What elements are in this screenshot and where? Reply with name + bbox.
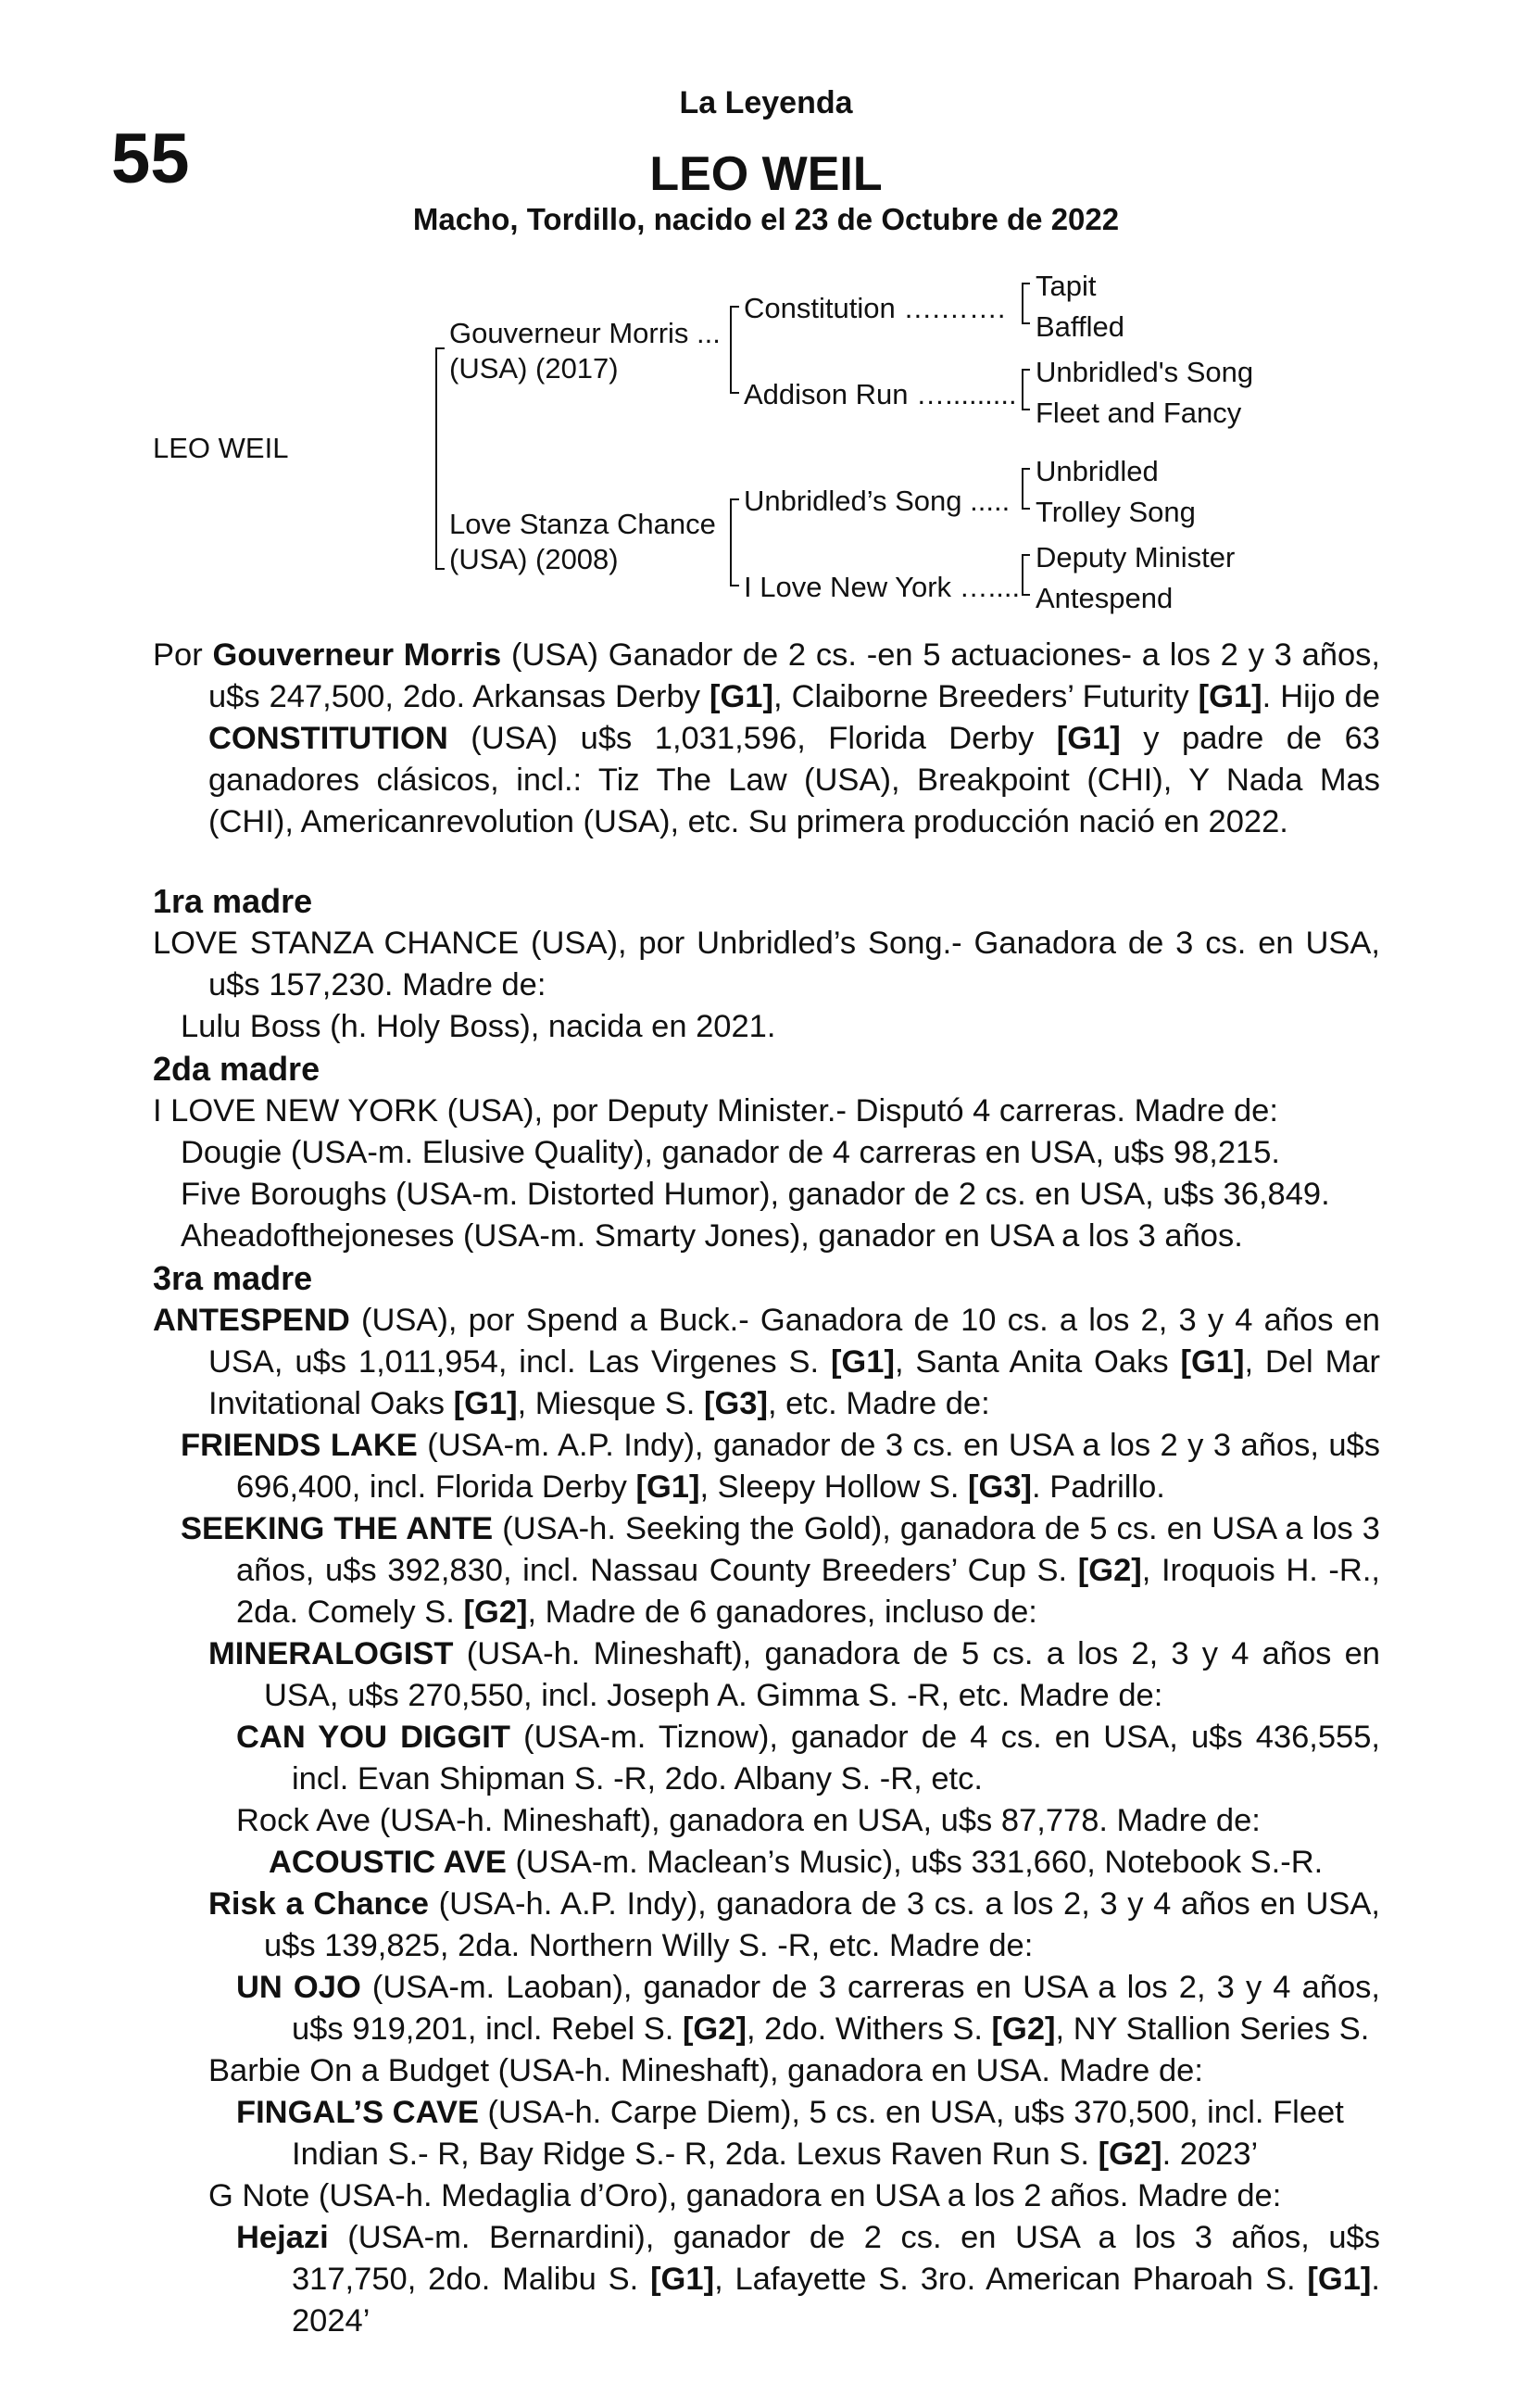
grade-badge: [G1] bbox=[830, 1344, 895, 1380]
pedigree-dds: Deputy Minister bbox=[1036, 541, 1236, 574]
bracket-line bbox=[1022, 468, 1023, 510]
produce-entry bbox=[153, 1425, 1380, 1508]
horse-name-bold: ACOUSTIC AVE bbox=[269, 1845, 507, 1880]
produce-entry bbox=[153, 1508, 1380, 1633]
bracket-line bbox=[730, 392, 739, 394]
first-dam-title: 1ra madre bbox=[153, 882, 313, 920]
pedigree-subject: LEO WEIL bbox=[153, 432, 289, 464]
horse-name-bold: UN OJO bbox=[236, 1970, 361, 2005]
entry-text: , Sleepy Hollow S. bbox=[699, 1469, 969, 1505]
horse-name-bold: FINGAL’S CAVE bbox=[236, 2095, 479, 2130]
produce-entry bbox=[153, 2092, 1380, 2175]
entry-text: , 2do. Withers S. bbox=[746, 2011, 992, 2047]
second-dam-line: I LOVE NEW YORK (USA), por Deputy Minister.- Disputó 4 carreras. Madre de: bbox=[153, 1093, 1278, 1128]
entry-text: , NY Stallion Series S. bbox=[1055, 2011, 1370, 2047]
produce-entry bbox=[153, 2217, 1380, 2342]
grade-badge: [G2] bbox=[1077, 1553, 1142, 1588]
lot-number: 55 bbox=[111, 120, 190, 198]
por-label: Por bbox=[153, 637, 203, 673]
entry-text: , etc. Madre de: bbox=[767, 1386, 990, 1421]
pedigree-sd: Addison Run …......... bbox=[744, 378, 1017, 410]
horse-description: Macho, Tordillo, nacido el 23 de Octubre de 2022 bbox=[412, 202, 1120, 236]
bracket-line bbox=[1022, 554, 1030, 556]
pedigree-dd: I Love New York ….... bbox=[744, 571, 1021, 603]
horse-name-bold: CAN YOU DIGGIT bbox=[236, 1720, 510, 1755]
produce-entry bbox=[153, 1967, 1380, 2050]
pedigree-dam: Love Stanza Chance bbox=[449, 508, 716, 540]
second-dam-produce: Dougie (USA-m. Elusive Quality), ganador de 4 carreras en USA, u$s 98,215. bbox=[181, 1135, 1280, 1170]
entry-text: , Miesque S. bbox=[517, 1386, 704, 1421]
grandsire-name: CONSTITUTION bbox=[208, 721, 448, 756]
grade-badge: [G1] bbox=[650, 2262, 715, 2297]
produce-entry: G Note (USA-h. Medaglia d’Oro), ganadora en USA a los 2 años. Madre de: bbox=[208, 2178, 1282, 2213]
entry-text: (USA-m. Maclean’s Music), u$s 331,660, Notebook S.-R. bbox=[506, 1845, 1324, 1880]
produce-entry: Barbie On a Budget (USA-h. Mineshaft), ganadora en USA. Madre de: bbox=[208, 2053, 1203, 2088]
grade-badge: [G1] bbox=[1198, 679, 1262, 714]
entry-text: , Del Mar Invitational Oaks bbox=[208, 1344, 1380, 1421]
horse-name-bold: MINERALOGIST bbox=[208, 1636, 454, 1671]
pedigree-sds: Unbridled's Song bbox=[1036, 356, 1254, 388]
bracket-line bbox=[730, 306, 732, 394]
second-dam-produce: Aheadofthejoneses (USA-m. Smarty Jones), ganador en USA a los 3 años. bbox=[181, 1218, 1243, 1254]
pedigree-ssd: Baffled bbox=[1036, 310, 1124, 343]
bracket-line bbox=[730, 498, 732, 586]
entry-text: (USA-m. Laoban), ganador de 3 carreras en USA a los 2, 3 y 4 años, u$s 919,201, incl. Rebel S. bbox=[292, 1970, 1380, 2047]
produce-entry bbox=[153, 1633, 1380, 1717]
grade-badge: [G2] bbox=[682, 2011, 747, 2047]
grade-badge: [G1] bbox=[1307, 2262, 1372, 2297]
entry-text: . 2023’ bbox=[1162, 2137, 1259, 2172]
produce-entry: Rock Ave (USA-h. Mineshaft), ganadora en USA, u$s 87,778. Madre de: bbox=[236, 1803, 1261, 1838]
third-dam-title: 3ra madre bbox=[153, 1259, 313, 1297]
horse-name-bold: Hejazi bbox=[236, 2220, 329, 2255]
sire-text: y padre de 63 ganadores clásicos, incl.: Tiz The Law (USA), Breakpoint (CHI), Y Nada Mas (CHI), Americanrevolution (USA), etc. Su primera producción nació en 2022. bbox=[208, 721, 1380, 839]
bracket-line bbox=[1022, 468, 1030, 470]
entry-text: (USA-m. Bernardini), ganador de 2 cs. en USA a los 3 años, u$s 317,750, 2do. Malibu S. bbox=[292, 2220, 1380, 2297]
consignor: La Leyenda bbox=[679, 85, 853, 120]
grade-badge: [G1] bbox=[1180, 1344, 1245, 1380]
catalog-body bbox=[153, 635, 1380, 2342]
produce-entry bbox=[153, 1884, 1380, 1967]
bracket-line bbox=[1022, 508, 1030, 510]
bracket-line bbox=[730, 585, 739, 586]
horse-name-bold: ANTESPEND bbox=[153, 1303, 350, 1338]
pedigree-chart bbox=[0, 259, 1532, 630]
produce-entry bbox=[153, 1717, 1380, 1800]
grade-badge: [G1] bbox=[1056, 721, 1121, 756]
entry-text: , Santa Anita Oaks bbox=[894, 1344, 1181, 1380]
bracket-line bbox=[1022, 594, 1030, 596]
entry-text: , Iroquois H. -R., 2da. Comely S. bbox=[236, 1553, 1381, 1630]
grade-badge: [G2] bbox=[463, 1595, 528, 1630]
pedigree-sire-info: (USA) (2017) bbox=[449, 352, 619, 385]
horse-name-bold: SEEKING THE ANTE bbox=[181, 1511, 494, 1546]
horse-name: LEO WEIL bbox=[649, 147, 883, 201]
pedigree-ds: Unbridled’s Song ..... bbox=[744, 485, 1011, 517]
bracket-line bbox=[1022, 554, 1023, 596]
pedigree-ss: Constitution ….……. bbox=[744, 292, 1006, 324]
bracket-line bbox=[1022, 369, 1023, 410]
pedigree-sss: Tapit bbox=[1036, 270, 1097, 302]
grade-badge: [G2] bbox=[991, 2011, 1056, 2047]
grade-badge: [G1] bbox=[709, 679, 773, 714]
sire-text: , Claiborne Breeders’ Futurity bbox=[772, 679, 1199, 714]
sire-name: Gouverneur Morris bbox=[212, 637, 502, 673]
entry-text: (USA-m. A.P. Indy), ganador de 3 cs. en USA a los 2 y 3 años, u$s 696,400, incl. Florida Derby bbox=[236, 1428, 1380, 1505]
second-dam-produce: Five Boroughs (USA-m. Distorted Humor), ganador de 2 cs. en USA, u$s 36,849. bbox=[181, 1177, 1330, 1212]
second-dam-title: 2da madre bbox=[153, 1050, 320, 1088]
bracket-line bbox=[1022, 369, 1030, 371]
bracket-line bbox=[730, 498, 739, 500]
pedigree-sire: Gouverneur Morris ... bbox=[449, 317, 721, 349]
entry-text: (USA-h. Seeking the Gold), ganadora de 5 cs. en USA a los 3 años, u$s 392,830, incl. Nassau County Breeders’ Cup S. bbox=[236, 1511, 1380, 1588]
bracket-line bbox=[435, 347, 445, 349]
bracket-line bbox=[1022, 409, 1030, 410]
sire-text: . Hijo de bbox=[1262, 679, 1381, 714]
first-dam-produce: Lulu Boss (h. Holy Boss), nacida en 2021. bbox=[181, 1009, 776, 1044]
grade-badge: [G1] bbox=[635, 1469, 700, 1505]
bracket-line bbox=[435, 347, 437, 570]
entry-text: , Lafayette S. 3ro. American Pharoah S. bbox=[714, 2262, 1308, 2297]
grade-badge: [G3] bbox=[968, 1469, 1033, 1505]
grade-badge: [G2] bbox=[1098, 2137, 1162, 2172]
sire-paragraph bbox=[153, 635, 1380, 843]
bracket-line bbox=[730, 306, 739, 308]
entry-text: (USA-h. Carpe Diem), 5 cs. en USA, u$s 370,500, incl. Fleet Indian S.- R, Bay Ridge S.- R, 2da. Lexus Raven Run S. bbox=[292, 2095, 1344, 2172]
bracket-line bbox=[1022, 283, 1030, 284]
pedigree-dsd: Trolley Song bbox=[1036, 496, 1196, 528]
entry-text: (USA), por Spend a Buck.- Ganadora de 10 cs. a los 2, 3 y 4 años en USA, u$s 1,011,954, incl. Las Virgenes S. bbox=[208, 1303, 1380, 1380]
entry-text: (USA-h. Mineshaft), ganadora de 5 cs. a los 2, 3 y 4 años en USA, u$s 270,550, incl. Joseph A. Gimma S. -R, etc. Madre de: bbox=[264, 1636, 1380, 1713]
sire-text: (USA) Ganador de 2 cs. -en 5 actuaciones- a los 2 y 3 años, u$s 247,500, 2do. Arkansas Derby bbox=[208, 637, 1380, 714]
pedigree-ddd: Antespend bbox=[1036, 582, 1174, 614]
bracket-line bbox=[435, 568, 445, 570]
horse-name-bold: FRIENDS LAKE bbox=[181, 1428, 418, 1463]
pedigree-sdd: Fleet and Fancy bbox=[1036, 397, 1242, 429]
entry-text: . 2024’ bbox=[292, 2262, 1380, 2339]
grade-badge: [G3] bbox=[703, 1386, 768, 1421]
entry-text: (USA-m. Tiznow), ganador de 4 cs. en USA, u$s 436,555, incl. Evan Shipman S. -R, 2do. Albany S. -R, etc. bbox=[292, 1720, 1380, 1797]
entry-text: (USA-h. A.P. Indy), ganadora de 3 cs. a los 2, 3 y 4 años en USA, u$s 139,825, 2da. Northern Willy S. -R, etc. Madre de: bbox=[264, 1886, 1380, 1963]
third-dam-line bbox=[153, 1300, 1380, 1425]
produce-entry bbox=[153, 1842, 1380, 1884]
entry-text: , Madre de 6 ganadores, incluso de: bbox=[527, 1595, 1037, 1630]
bracket-line bbox=[1022, 322, 1030, 324]
horse-name-bold: Risk a Chance bbox=[208, 1886, 429, 1922]
entry-text: . Padrillo. bbox=[1032, 1469, 1165, 1505]
first-dam-line: LOVE STANZA CHANCE (USA), por Unbridled’s Song.- Ganadora de 3 cs. en USA, u$s 157,230. Madre de: bbox=[153, 926, 1380, 1002]
grade-badge: [G1] bbox=[453, 1386, 518, 1421]
sire-text: (USA) u$s 1,031,596, Florida Derby bbox=[447, 721, 1057, 756]
pedigree-dam-info: (USA) (2008) bbox=[449, 543, 619, 575]
bracket-line bbox=[1022, 283, 1023, 324]
pedigree-dss: Unbridled bbox=[1036, 455, 1159, 487]
